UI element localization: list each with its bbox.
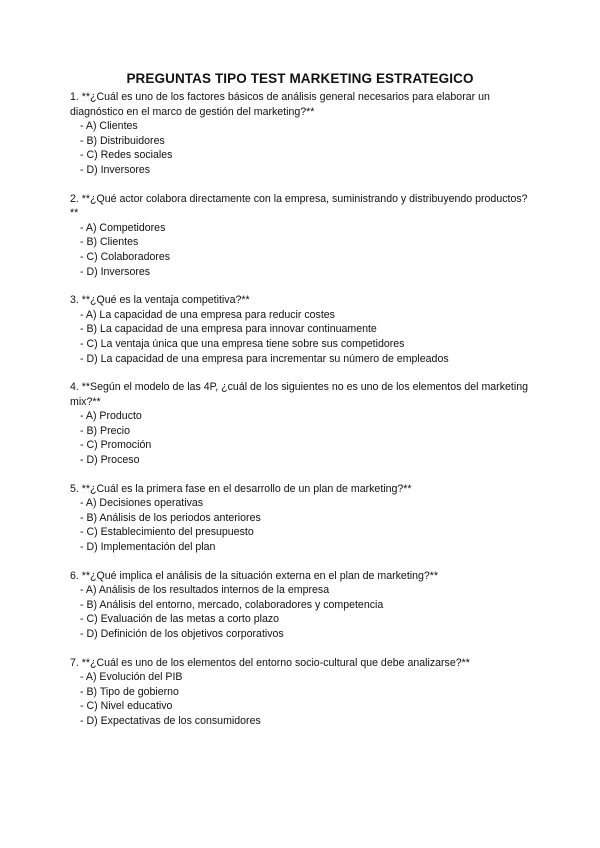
question-text: 1. **¿Cuál es uno de los factores básicos de análisis general necesarios para elaborar un diagnóstico en el marco de gestión del marketing?** (70, 91, 490, 118)
option-a: - A) Competidores (80, 221, 166, 234)
question-1 (70, 90, 530, 178)
question-text: 2. **¿Qué actor colabora directamente con la empresa, suministrando y distribuyendo productos?** (70, 192, 528, 220)
question-2 (70, 192, 530, 280)
option-c: - C) Colaboradores (80, 250, 171, 263)
option-d: - D) La capacidad de una empresa para incrementar su número de empleados (80, 352, 449, 365)
option-list (70, 670, 530, 728)
question-text: 6. **¿Qué implica el análisis de la situación externa en el plan de marketing?** (70, 569, 439, 582)
option-c: - C) Nivel educativo (80, 700, 173, 713)
option-list (70, 409, 530, 467)
option-list (70, 221, 530, 279)
option-list (70, 308, 530, 366)
question-text: 4. **Según el modelo de las 4P, ¿cuál de los siguientes no es uno de los elementos del marketing mix?** (70, 381, 528, 408)
option-d: - D) Inversores (80, 265, 151, 278)
option-c: - C) Evaluación de las metas a corto plazo (80, 613, 280, 626)
page-title: PREGUNTAS TIPO TEST MARKETING ESTRATEGICO (126, 71, 474, 86)
option-b: - B) Clientes (80, 236, 139, 249)
option-d: - D) Implementación del plan (80, 541, 216, 554)
option-b: - B) Tipo de gobierno (80, 685, 179, 698)
option-c: - C) La ventaja única que una empresa tiene sobre sus competidores (80, 337, 405, 350)
option-b: - B) La capacidad de una empresa para innovar continuamente (80, 323, 377, 336)
option-d: - D) Inversores (80, 163, 151, 176)
option-b: - B) Análisis de los periodos anteriores (80, 511, 261, 524)
question-3 (70, 293, 530, 366)
question-5 (70, 482, 530, 555)
option-b: - B) Análisis del entorno, mercado, colaboradores y competencia (80, 598, 384, 611)
question-text: 7. **¿Cuál es uno de los elementos del entorno socio-cultural que debe analizarse?** (70, 656, 470, 669)
option-a: - A) La capacidad de una empresa para reducir costes (80, 308, 335, 321)
option-a: - A) Evolución del PIB (80, 671, 183, 684)
option-a: - A) Clientes (80, 120, 138, 133)
document-page (70, 70, 530, 743)
option-c: - C) Redes sociales (80, 149, 173, 162)
option-b: - B) Distribuidores (80, 134, 165, 147)
option-c: - C) Promoción (80, 439, 152, 452)
option-b: - B) Precio (80, 424, 131, 437)
question-4 (70, 380, 530, 468)
option-list (70, 583, 530, 641)
question-6 (70, 569, 530, 642)
option-c: - C) Establecimiento del presupuesto (80, 526, 254, 539)
option-d: - D) Proceso (80, 454, 140, 467)
option-a: - A) Producto (80, 410, 142, 423)
option-a: - A) Análisis de los resultados internos de la empresa (80, 584, 330, 597)
option-list (70, 119, 530, 177)
option-a: - A) Decisiones operativas (80, 497, 204, 510)
option-list (70, 496, 530, 554)
question-7 (70, 656, 530, 729)
question-text: 5. **¿Cuál es la primera fase en el desarrollo de un plan de marketing?** (70, 482, 412, 495)
option-d: - D) Expectativas de los consumidores (80, 714, 261, 727)
option-d: - D) Definición de los objetivos corporativos (80, 628, 284, 640)
question-text: 3. **¿Qué es la ventaja competitiva?** (70, 294, 250, 307)
